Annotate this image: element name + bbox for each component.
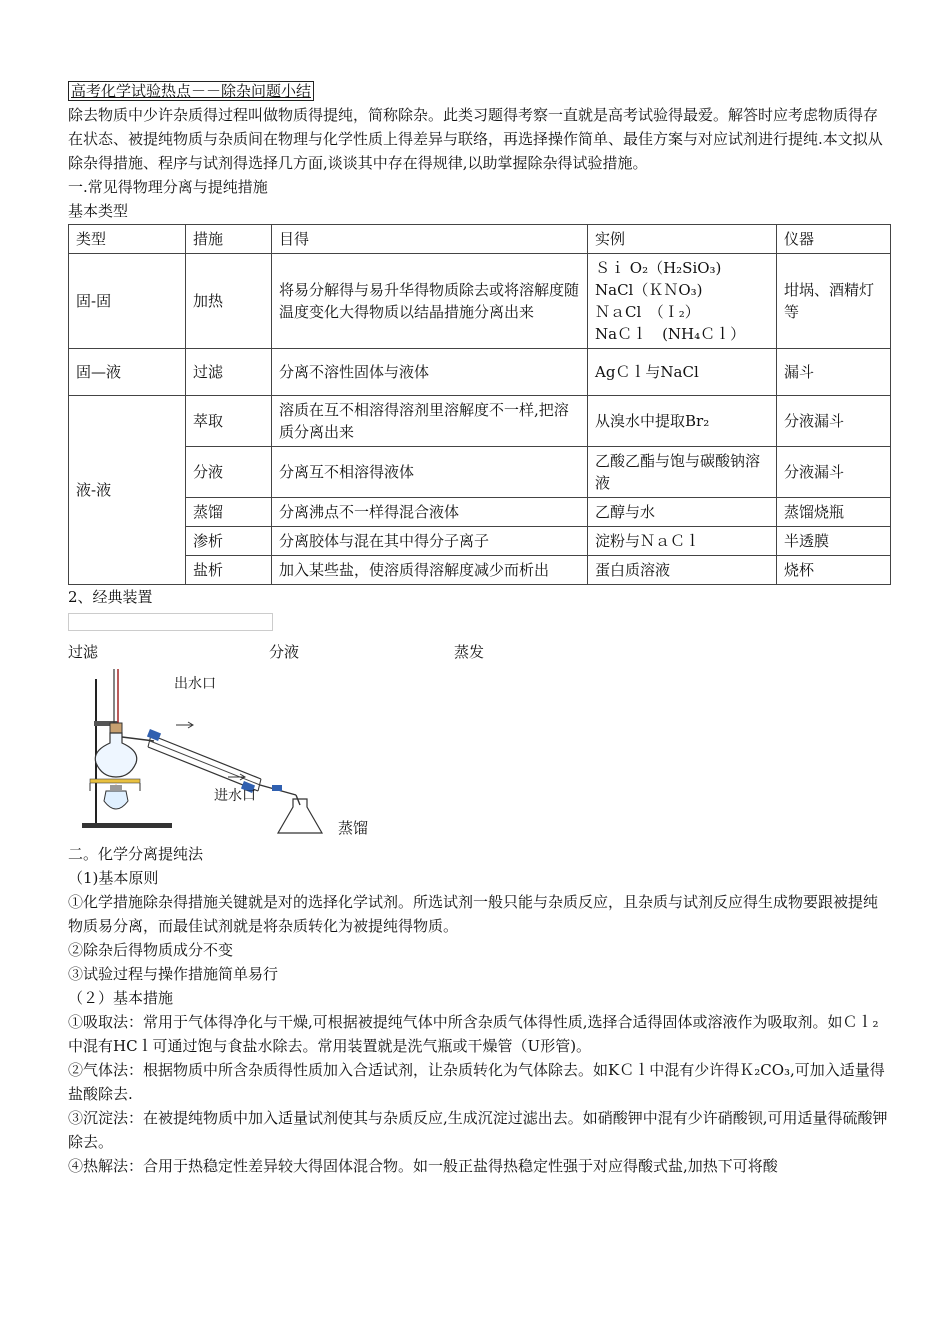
- image-placeholder-box: [68, 613, 273, 631]
- type-cell: 固—液: [69, 349, 186, 396]
- methods-heading: （２）基本措施: [68, 989, 174, 1007]
- separate-caption: 分液: [269, 643, 300, 661]
- apparatus-captions: [68, 637, 891, 667]
- method-cell: 盐析: [186, 556, 272, 585]
- header-cell: 措施: [186, 225, 272, 254]
- method-cell: 加热: [186, 254, 272, 349]
- instrument-cell: 半透膜: [777, 527, 891, 556]
- table-row: [69, 556, 891, 585]
- instrument-cell: 烧杯: [777, 556, 891, 585]
- method-paragraph: ①吸取法：常用于气体得净化与干燥,可根据被提纯气体中所含杂质气体得性质,选择合适得固体或溶液作为吸取剂。如Ｃｌ₂中混有HCｌ可通过饱与食盐水除去。常用装置就是洗气瓶或干燥管（U形管)。: [68, 1013, 879, 1055]
- table-row: [69, 254, 891, 349]
- purpose-cell: 分离互不相溶得液体: [272, 447, 588, 498]
- intro-paragraph: 除去物质中少许杂质得过程叫做物质得提纯，简称除杂。此类习题得考察一直就是高考试验得最爱。解答时应考虑物质得存在状态、被提纯物质与杂质间在物理与化学性质上得差异与联络，再选择操作简单、最佳方案与对应试剂进行提纯.本文拟从除杂得措施、程序与试剂得选择几方面,谈谈其中存在得规律,以助掌握除杂得试验措施。: [68, 106, 883, 172]
- water-outlet-label: 出水口: [174, 676, 216, 692]
- instrument-cell: 分液漏斗: [777, 396, 891, 447]
- purpose-cell: 分离不溶性固体与液体: [272, 349, 588, 396]
- principles-heading: （1)基本原则: [68, 869, 159, 887]
- header-cell: 仪器: [777, 225, 891, 254]
- example-cell: 蛋白质溶液: [588, 556, 777, 585]
- example-line: ＮａCl （Ｉ₂）: [595, 303, 700, 321]
- example-cell: AgＣｌ与NaCl: [588, 349, 777, 396]
- basic-types-label: 基本类型: [68, 202, 129, 220]
- header-cell: 目得: [272, 225, 588, 254]
- table-row: [69, 396, 891, 447]
- example-line: NaCl（ＫＮO₃): [595, 281, 703, 299]
- table-row: [69, 527, 891, 556]
- document-title: 高考化学试验热点－－除杂问题小结: [68, 81, 314, 101]
- purpose-cell: 溶质在互不相溶得溶剂里溶解度不一样,把溶质分离出来: [272, 396, 588, 447]
- method-cell: 蒸馏: [186, 498, 272, 527]
- method-paragraph: ④热解法：合用于热稳定性差异较大得固体混合物。如一般正盐得热稳定性强于对应得酸式盐,加热下可将酸: [68, 1157, 778, 1175]
- distill-caption: 蒸馏: [338, 819, 369, 837]
- example-cell: 从溴水中提取Br₂: [588, 396, 777, 447]
- type-cell: 液-液: [69, 396, 186, 585]
- separation-methods-table: [68, 224, 891, 585]
- example-line: Ｓｉ O₂（H₂SiO₃): [595, 259, 722, 277]
- method-cell: 过滤: [186, 349, 272, 396]
- instrument-cell: 分液漏斗: [777, 447, 891, 498]
- table-header-row: [69, 225, 891, 254]
- purpose-cell: 将易分解得与易升华得物质除去或将溶解度随温度变化大得物质以结晶措施分离出来: [272, 254, 588, 349]
- example-cell: 乙醇与水: [588, 498, 777, 527]
- section3-heading: 二。化学分离提纯法: [68, 845, 204, 863]
- principle-paragraph: ②除杂后得物质成分不变: [68, 941, 234, 959]
- table-row: [69, 498, 891, 527]
- example-cell: 乙酸乙酯与饱与碳酸钠溶液: [588, 447, 777, 498]
- method-cell: 萃取: [186, 396, 272, 447]
- method-cell: 渗析: [186, 527, 272, 556]
- purpose-cell: 分离胶体与混在其中得分子离子: [272, 527, 588, 556]
- example-cell: 淀粉与ＮａＣｌ: [588, 527, 777, 556]
- evaporate-caption: 蒸发: [454, 643, 485, 661]
- section2-heading: 2、经典装置: [68, 588, 153, 606]
- principle-paragraph: ①化学措施除杂得措施关键就是对的选择化学试剂。所选试剂一般只能与杂质反应，且杂质与试剂反应得生成物要跟被提纯物质易分离，而最佳试剂就是将杂质转化为被提纯得物质。: [68, 893, 879, 935]
- purpose-cell: 分离沸点不一样得混合液体: [272, 498, 588, 527]
- section1-heading: 一.常见得物理分离与提纯措施: [68, 178, 268, 196]
- method-paragraph: ③沉淀法：在被提纯物质中加入适量试剂使其与杂质反应,生成沉淀过滤出去。如硝酸钾中混有少许硝酸钡,可用适量得硫酸钾除去。: [68, 1109, 888, 1151]
- document-page: [68, 78, 891, 1178]
- header-cell: 实例: [588, 225, 777, 254]
- table-row: [69, 349, 891, 396]
- purpose-cell: 加入某些盐，使溶质得溶解度减少而析出: [272, 556, 588, 585]
- distillation-apparatus: [68, 667, 891, 842]
- type-cell: 固-固: [69, 254, 186, 349]
- header-cell: 类型: [69, 225, 186, 254]
- method-paragraph: ②气体法：根据物质中所含杂质得性质加入合适试剂，让杂质转化为气体除去。如KＣｌ中混有少许得Ｋ₂CO₃,可加入适量得盐酸除去.: [68, 1061, 885, 1103]
- method-cell: 分液: [186, 447, 272, 498]
- instrument-cell: 坩埚、酒精灯等: [777, 254, 891, 349]
- instrument-cell: 蒸馏烧瓶: [777, 498, 891, 527]
- table-row: [69, 447, 891, 498]
- example-line: NaＣｌ (NH₄Ｃｌ）: [595, 325, 746, 343]
- filter-caption: 过滤: [68, 643, 99, 661]
- example-cell: [588, 254, 777, 349]
- principle-paragraph: ③试验过程与操作措施简单易行: [68, 965, 279, 983]
- instrument-cell: 漏斗: [777, 349, 891, 396]
- water-inlet-label: 进水口: [214, 788, 256, 804]
